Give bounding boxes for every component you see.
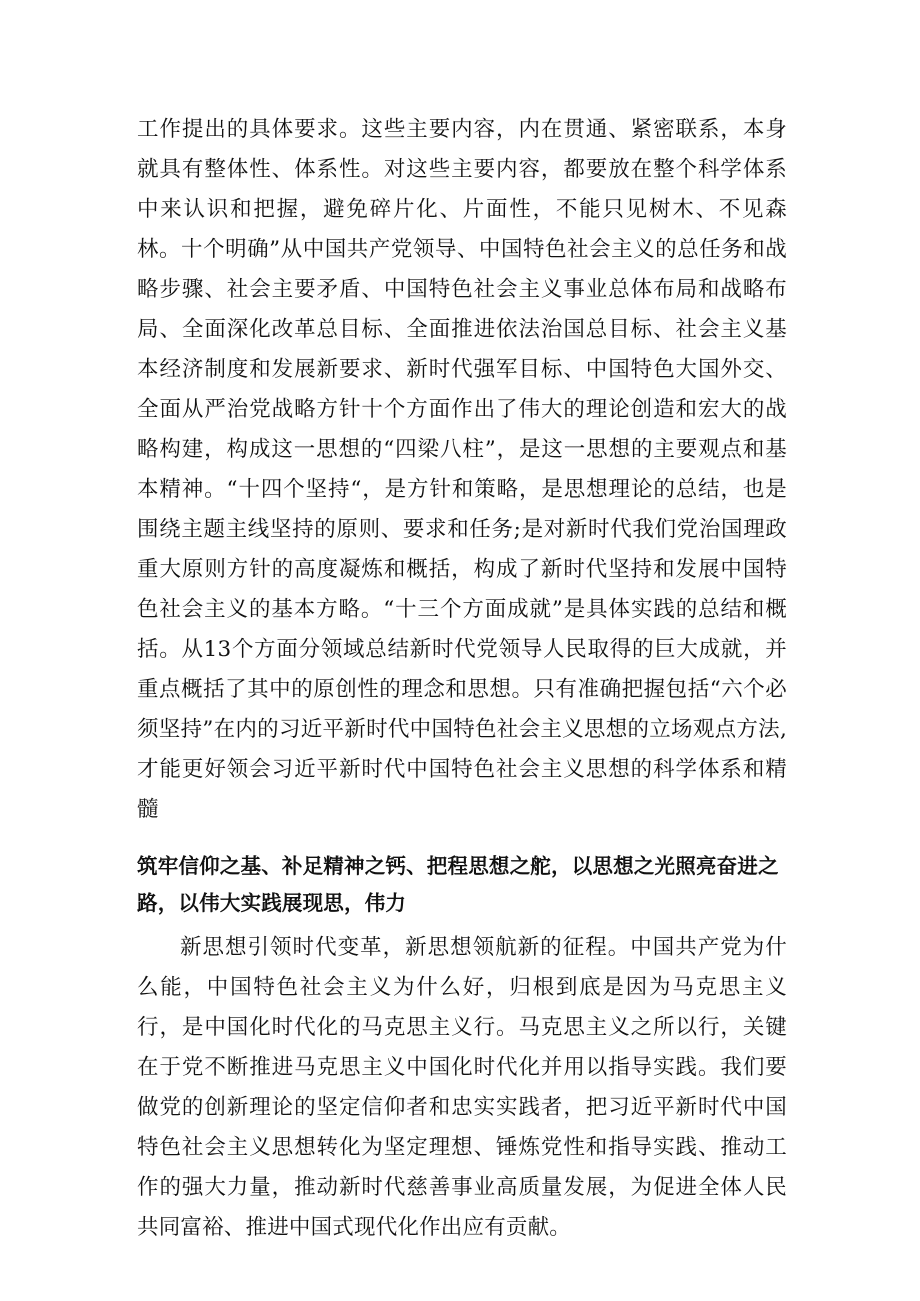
section-heading: 筑牢信仰之基、补足精神之钙、把程思想之舵，以思想之光照亮奋进之路，以伟大实践展现思，伟力 [137,854,779,915]
body-paragraph-1: 工作提出的具体要求。这些主要内容，内在贯通、紧密联系，本身就具有整体性、体系性。对这些主要内容，都要放在整个科学体系中来认识和把握，避免碎片化、片面性，不能只见树木、不见森林。十个明确”从中国共产党领导、中国特色社会主义的总任务和战略步骤、社会主要矛盾、中国特色社会主义事业总体布局和战略布局、全面深化改革总目标、全面推进依法治国总目标、社会主义基本经济制度和发展新要求、新时代强军目标、中国特色大国外交、全面从严治党战略方针十个方面作出了伟大的理论创造和宏大的战略构建，构成这一思想的“四梁八柱”，是这一思想的主要观点和基本精神。“十四个坚持“，是方针和策略，是思想理论的总结，也是围绕主题主线坚持的原则、要求和任务;是对新时代我们党治国理政重大原则方针的高度凝炼和概括，构成了新时代坚持和发展中国特色社会主义的基本方略。“十三个方面成就”是具体实践的总结和概括。从13个方面分领域总结新时代党领导人民取得的巨大成就，并重点概括了其中的原创性的理念和思想。只有准确把握包括“六个必须坚持”在内的习近平新时代中国特色社会主义思想的立场观点方法,才能更好领会习近平新时代中国特色社会主义思想的科学体系和精髓 [137,117,787,822]
body-paragraph-2: 新思想引领时代变革，新思想领航新的征程。中国共产党为什么能，中国特色社会主义为什么好，归根到底是因为马克思主义行，是中国化时代化的马克思主义行。马克思主义之所以行，关键在于党不断推进马克思主义中国化时代化并用以指导实践。我们要做党的创新理论的坚定信仰者和忠实实践者，把习近平新时代中国特色社会主义思想转化为坚定理想、锤炼党性和指导实践、推动工作的强大力量，推动新时代慈善事业高质量发展，为促进全体人民共同富裕、推进中国式现代化作出应有贡献。 [137,935,787,1240]
document-body [137,110,787,1248]
